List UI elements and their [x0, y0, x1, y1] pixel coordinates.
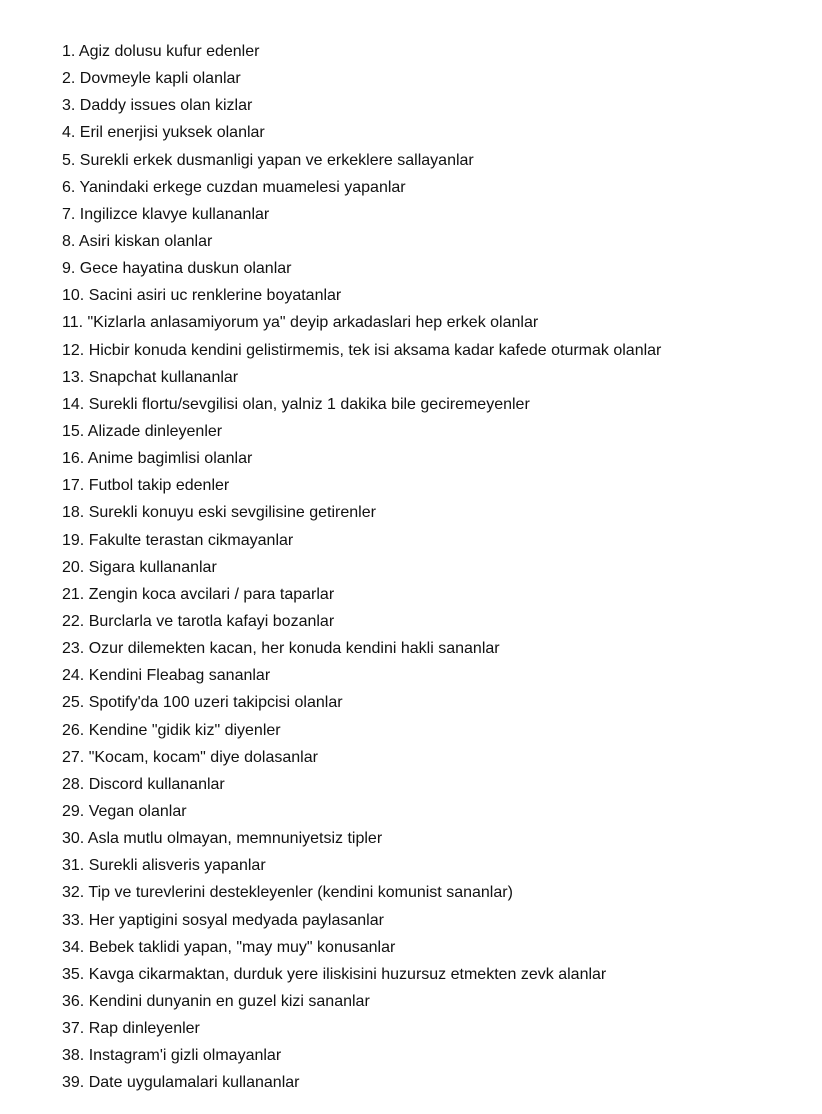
- list-item: 32. Tip ve turevlerini destekleyenler (kendini komunist sananlar): [62, 884, 513, 902]
- list-item: 2. Dovmeyle kapli olanlar: [62, 70, 241, 88]
- list-item: 37. Rap dinleyenler: [62, 1020, 200, 1038]
- list-item: 19. Fakulte terastan cikmayanlar: [62, 531, 294, 549]
- list-item: 38. Instagram'i gizli olmayanlar: [62, 1047, 282, 1065]
- list-item: 24. Kendini Fleabag sananlar: [62, 667, 271, 685]
- list-item: 33. Her yaptigini sosyal medyada paylasanlar: [62, 911, 384, 929]
- list-item: 22. Burclarla ve tarotla kafayi bozanlar: [62, 612, 335, 630]
- list-item: 39. Date uygulamalari kullananlar: [62, 1074, 300, 1092]
- list-item: 11. "Kizlarla anlasamiyorum ya" deyip arkadaslari hep erkek olanlar: [62, 314, 539, 332]
- list-item: 35. Kavga cikarmaktan, durduk yere iliskisini huzursuz etmekten zevk alanlar: [62, 965, 607, 983]
- list-item: 21. Zengin koca avcilari / para taparlar: [62, 585, 335, 603]
- list-item: 20. Sigara kullananlar: [62, 558, 217, 576]
- list-item: 25. Spotify'da 100 uzeri takipcisi olanlar: [62, 694, 343, 712]
- list-item: 18. Surekli konuyu eski sevgilisine getirenler: [62, 504, 376, 522]
- list-item: 15. Alizade dinleyenler: [62, 422, 223, 440]
- list-item: 6. Yanindaki erkege cuzdan muamelesi yapanlar: [62, 178, 406, 196]
- list-item: 36. Kendini dunyanin en guzel kizi sananlar: [62, 992, 370, 1010]
- list-item: 28. Discord kullananlar: [62, 775, 225, 793]
- list-item: 27. "Kocam, kocam" diye dolasanlar: [62, 748, 318, 766]
- list-item: 1. Agiz dolusu kufur edenler: [62, 43, 260, 60]
- list-item: 9. Gece hayatina duskun olanlar: [62, 260, 292, 278]
- list-item: 23. Ozur dilemekten kacan, her konuda kendini hakli sananlar: [62, 640, 500, 658]
- list-item: 30. Asla mutlu olmayan, memnuniyetsiz tipler: [62, 830, 383, 848]
- list-item: 14. Surekli flortu/sevgilisi olan, yalniz 1 dakika bile geciremeyenler: [62, 395, 530, 413]
- list-item: 34. Bebek taklidi yapan, "may muy" konusanlar: [62, 938, 396, 956]
- list-item: 13. Snapchat kullananlar: [62, 368, 239, 386]
- list-item: 12. Hicbir konuda kendini gelistirmemis, tek isi aksama kadar kafede oturmak olanlar: [62, 341, 662, 359]
- list-item: 7. Ingilizce klavye kullananlar: [62, 205, 270, 223]
- list-item: 10. Sacini asiri uc renklerine boyatanlar: [62, 287, 342, 305]
- list-item: 29. Vegan olanlar: [62, 802, 187, 820]
- list-item: 26. Kendine "gidik kiz" diyenler: [62, 721, 281, 739]
- list-item: 4. Eril enerjisi yuksek olanlar: [62, 124, 265, 142]
- numbered-list: [62, 38, 802, 1096]
- list-item: 31. Surekli alisveris yapanlar: [62, 857, 266, 875]
- list-item: 16. Anime bagimlisi olanlar: [62, 450, 253, 468]
- list-item: 17. Futbol takip edenler: [62, 477, 230, 495]
- list-item: 8. Asiri kiskan olanlar: [62, 232, 213, 250]
- list-item: 5. Surekli erkek dusmanligi yapan ve erkeklere sallayanlar: [62, 151, 474, 169]
- list-item: 3. Daddy issues olan kizlar: [62, 97, 253, 115]
